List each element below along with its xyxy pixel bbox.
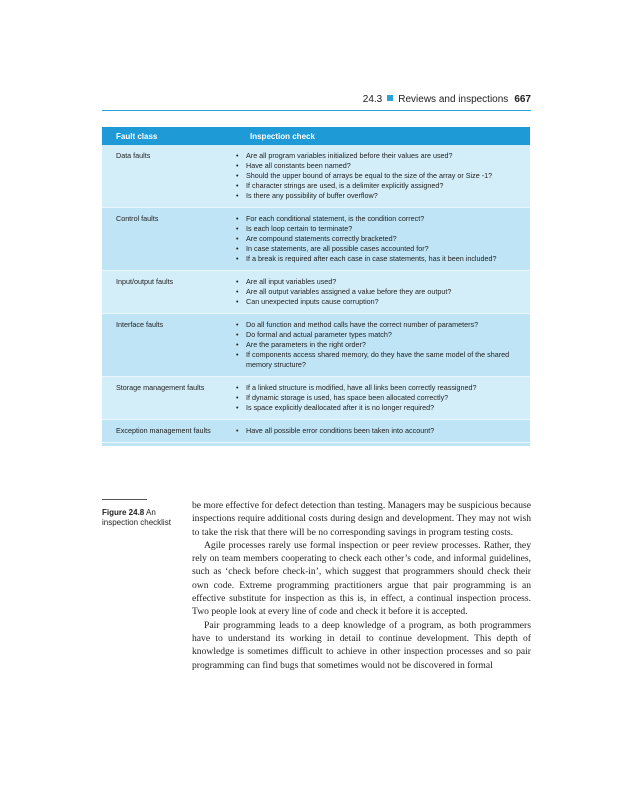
figure-caption	[102, 508, 182, 528]
table-header	[102, 127, 530, 145]
inspection-check-cell	[236, 208, 530, 270]
inspection-check-cell	[236, 377, 530, 419]
check-item: • For each conditional statement, is the condition correct?	[236, 214, 524, 224]
check-item: • If a break is required after each case in case statements, has it been included?	[236, 254, 524, 264]
paragraph: Agile processes rarely use formal inspection or peer review processes. Rather, they rely on team members cooperating to check each other’s code, and informal guidelines, such as ‘check before check-in’, which suggest that programmers should check their own code. Extreme programming practitioners argue that pair programming is an effective substitute for inspection as this is, in effect, a continual inspection process. Two people look at every line of code and check it before it is accepted.	[192, 539, 531, 618]
check-item: • Is there any possibility of buffer overflow?	[236, 191, 524, 201]
check-item: • If a linked structure is modified, have all links been correctly reassigned?	[236, 383, 524, 393]
fault-class-cell: Data faults	[116, 151, 151, 160]
inspection-check-cell	[236, 271, 530, 313]
running-header	[363, 94, 531, 105]
check-item: • Is space explicitly deallocated after it is no longer required?	[236, 403, 524, 413]
check-item: • Are all output variables assigned a value before they are output?	[236, 287, 524, 297]
column-header-inspection-check: Inspection check	[250, 131, 315, 141]
table-bottom-band	[102, 443, 530, 446]
check-item: • If dynamic storage is used, has space been allocated correctly?	[236, 393, 524, 403]
check-item: • Are the parameters in the right order?	[236, 340, 524, 350]
check-item: • If components access shared memory, do they have the same model of the shared memory structure?	[236, 350, 524, 370]
fault-class-cell: Storage management faults	[116, 383, 205, 392]
table-row	[102, 145, 530, 208]
paragraph: be more effective for defect detection than testing. Managers may be suspicious because inspections require additional costs during design and development. They may not wish to take the risk that there will be no corresponding savings in program testing costs.	[192, 500, 531, 538]
table-row	[102, 377, 530, 420]
table-body	[102, 145, 530, 443]
fault-class-cell: Interface faults	[116, 320, 164, 329]
check-list	[236, 214, 524, 264]
check-item: • Do all function and method calls have the correct number of parameters?	[236, 320, 524, 330]
check-item: • Are all program variables initialized before their values are used?	[236, 151, 524, 161]
table-row	[102, 420, 530, 443]
figure-label: Figure 24.8	[102, 508, 145, 517]
table-row	[102, 271, 530, 314]
caption-rule	[102, 499, 147, 500]
check-list	[236, 320, 524, 370]
inspection-check-cell	[236, 314, 530, 376]
check-list	[236, 277, 524, 307]
fault-class-cell: Exception management faults	[116, 426, 211, 435]
section-number: 24.3	[362, 94, 383, 105]
column-header-fault-class: Fault class	[116, 131, 158, 141]
check-item: • In case statements, are all possible cases accounted for?	[236, 244, 524, 254]
check-item: • Can unexpected inputs cause corruption?	[236, 297, 524, 307]
fault-class-cell: Input/output faults	[116, 277, 174, 286]
square-bullet-icon	[387, 95, 393, 101]
check-item: • Do formal and actual parameter types match?	[236, 330, 524, 340]
check-item: • Are compound statements correctly bracketed?	[236, 234, 524, 244]
inspection-check-cell	[236, 420, 530, 442]
check-list	[236, 426, 524, 436]
figure-caption-text: An inspection checklist	[102, 508, 171, 527]
header-rule	[102, 110, 531, 111]
inspection-check-cell	[236, 145, 530, 207]
body-text	[192, 499, 531, 672]
check-item: • If character strings are used, is a delimiter explicitly assigned?	[236, 181, 524, 191]
paragraph: Pair programming leads to a deep knowledge of a program, as both programmers have to understand its working in detail to continue development. This depth of knowledge is sometimes difficult to achieve in other inspection processes and so pair programming can find bugs that sometimes would not be discovered in formal	[192, 619, 531, 671]
section-title: Reviews and inspections	[398, 94, 509, 105]
table-row	[102, 314, 530, 377]
inspection-checklist-table	[102, 127, 530, 446]
check-list	[236, 383, 524, 413]
fault-class-cell: Control faults	[116, 214, 159, 223]
check-item: • Are all input variables used?	[236, 277, 524, 287]
check-list	[236, 151, 524, 201]
check-item: • Have all possible error conditions been taken into account?	[236, 426, 524, 436]
check-item: • Have all constants been named?	[236, 161, 524, 171]
check-item: • Is each loop certain to terminate?	[236, 224, 524, 234]
table-row	[102, 208, 530, 271]
page-number: 667	[514, 94, 531, 105]
check-item: • Should the upper bound of arrays be equal to the size of the array or Size -1?	[236, 171, 524, 181]
